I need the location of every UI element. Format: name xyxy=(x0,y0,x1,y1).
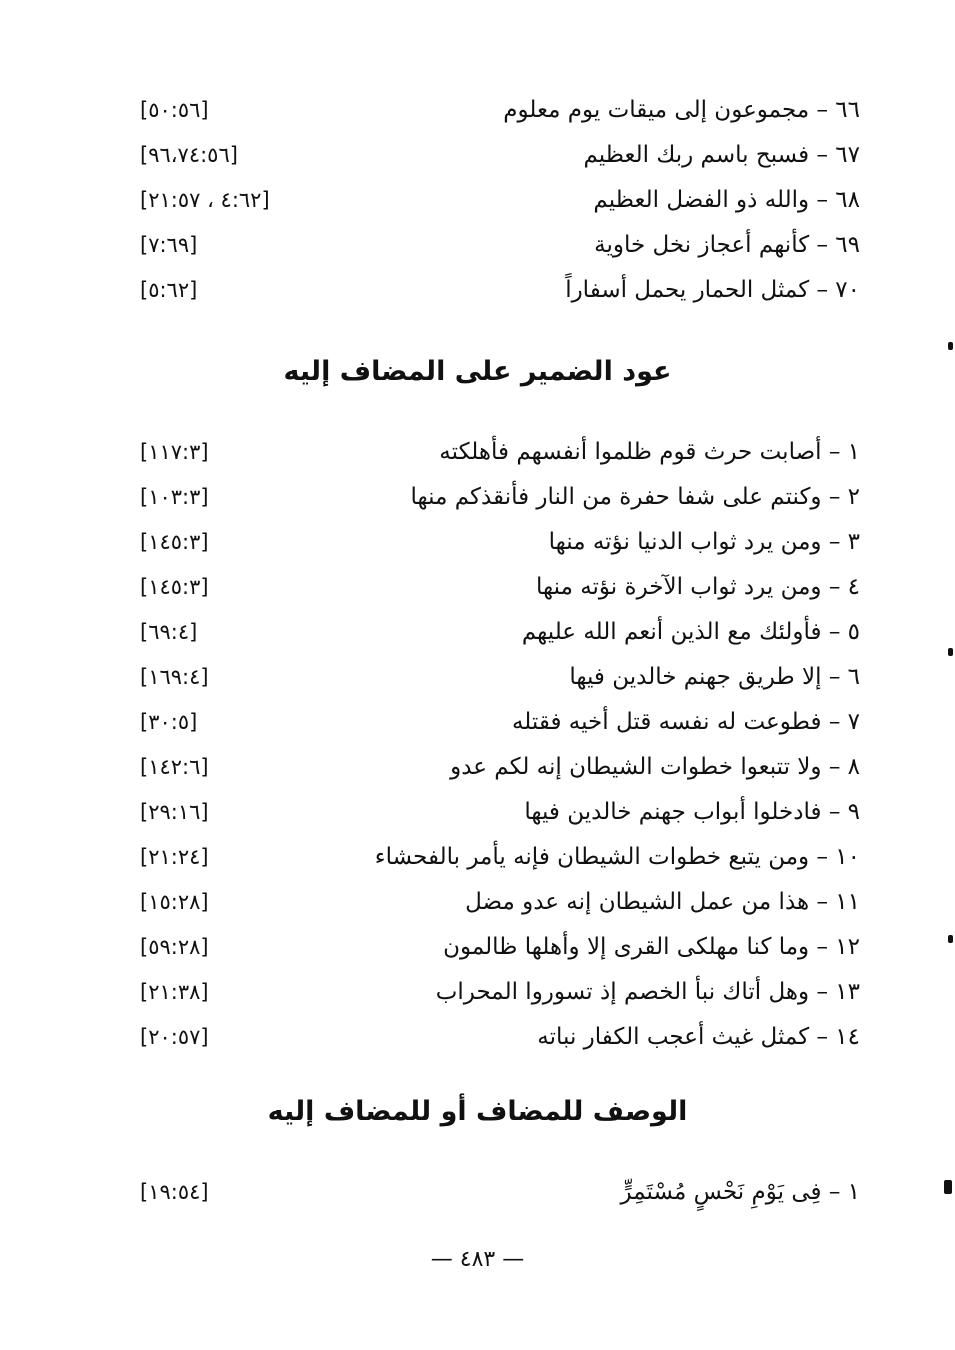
verse-list-pronoun-reference xyxy=(130,430,870,1060)
verse-text: ٦٩ – كأنهم أعجاز نخل خاوية xyxy=(594,232,860,258)
verse-reference: [٥:٦٢] xyxy=(140,278,198,302)
verse-text: ٨ – ولا تتبعوا خطوات الشيطان إنه لكم عدو xyxy=(450,754,860,780)
verse-text: ٧٠ – كمثل الحمار يحمل أسفاراً xyxy=(565,277,860,303)
verse-row xyxy=(130,178,870,223)
verse-row xyxy=(130,610,870,655)
page-number: — ٤٨٣ — xyxy=(430,1247,525,1272)
verse-reference: [٦٩:٤] xyxy=(140,620,198,644)
verse-reference: [٢١:٣٨] xyxy=(140,980,209,1004)
verse-row xyxy=(130,790,870,835)
verse-row xyxy=(130,565,870,610)
verse-text: ٦ – إلا طريق جهنم خالدين فيها xyxy=(569,664,860,690)
verse-reference: [٩٦،٧٤:٥٦] xyxy=(140,143,238,167)
margin-mark xyxy=(948,935,953,943)
verse-reference: [١١٧:٣] xyxy=(140,440,209,464)
verse-reference: [١٥:٢٨] xyxy=(140,890,209,914)
verse-text: ٤ – ومن يرد ثواب الآخرة نؤته منها xyxy=(536,574,860,600)
verse-row xyxy=(130,430,870,475)
verse-row xyxy=(130,268,870,313)
verse-row xyxy=(130,1170,870,1215)
verse-row xyxy=(130,520,870,565)
verse-text: ٦٨ – والله ذو الفضل العظيم xyxy=(593,187,860,213)
verse-reference: [١٤٥:٣] xyxy=(140,530,209,554)
verse-reference: [٢١:٢٤] xyxy=(140,845,209,869)
verse-text: ٧ – فطوعت له نفسه قتل أخيه فقتله xyxy=(511,709,860,735)
verse-text: ٥ – فأولئك مع الذين أنعم الله عليهم xyxy=(521,619,860,645)
section-heading-pronoun-reference: عود الضمير على المضاف إليه xyxy=(283,356,672,387)
verse-reference: [١٩:٥٤] xyxy=(140,1180,209,1204)
verse-row xyxy=(130,475,870,520)
verse-row xyxy=(130,925,870,970)
verse-text: ١ – فِى يَوْمِ نَحْسٍ مُسْتَمِرٍّ xyxy=(620,1179,860,1205)
verse-text: ١٣ – وهل أتاك نبأ الخصم إذ تسوروا المحراب xyxy=(435,979,860,1005)
verse-row xyxy=(130,700,870,745)
verse-text: ١ – أصابت حرث قوم ظلموا أنفسهم فأهلكته xyxy=(439,439,860,465)
verse-row xyxy=(130,1015,870,1060)
verse-text: ٦٧ – فسبح باسم ربك العظيم xyxy=(583,142,860,168)
section-heading-description: الوصف للمضاف أو للمضاف إليه xyxy=(267,1096,688,1127)
verse-reference: [١٤٥:٣] xyxy=(140,575,209,599)
verse-row xyxy=(130,655,870,700)
verse-row xyxy=(130,880,870,925)
verse-row xyxy=(130,133,870,178)
verse-list-continued xyxy=(130,88,870,313)
verse-reference: [١٦٩:٤] xyxy=(140,665,209,689)
verse-reference: [٥٩:٢٨] xyxy=(140,935,209,959)
verse-text: ١٤ – كمثل غيث أعجب الكفار نباته xyxy=(537,1024,860,1050)
verse-row xyxy=(130,835,870,880)
verse-reference: [١٤٢:٦] xyxy=(140,755,209,779)
margin-mark xyxy=(948,342,953,350)
verse-reference: [٢٩:١٦] xyxy=(140,800,209,824)
verse-reference: [١٠٣:٣] xyxy=(140,485,209,509)
verse-text: ٦٦ – مجموعون إلى ميقات يوم معلوم xyxy=(503,97,860,123)
verse-reference: [٧:٦٩] xyxy=(140,233,198,257)
verse-row xyxy=(130,745,870,790)
margin-mark xyxy=(944,1180,952,1194)
verse-reference: [٢٠:٥٧] xyxy=(140,1025,209,1049)
margin-mark xyxy=(948,648,953,656)
verse-list-description xyxy=(130,1170,870,1215)
verse-reference: [٥٠:٥٦] xyxy=(140,98,209,122)
verse-text: ٣ – ومن يرد ثواب الدنيا نؤته منها xyxy=(548,529,860,555)
verse-row xyxy=(130,223,870,268)
verse-reference: [٣٠:٥] xyxy=(140,710,198,734)
verse-text: ١٢ – وما كنا مهلكى القرى إلا وأهلها ظالمون xyxy=(443,934,860,960)
verse-text: ٢ – وكنتم على شفا حفرة من النار فأنقذكم منها xyxy=(410,484,860,510)
verse-text: ١١ – هذا من عمل الشيطان إنه عدو مضل xyxy=(465,889,860,915)
verse-text: ٩ – فادخلوا أبواب جهنم خالدين فيها xyxy=(524,799,860,825)
verse-text: ١٠ – ومن يتبع خطوات الشيطان فإنه يأمر بالفحشاء xyxy=(374,844,860,870)
verse-row xyxy=(130,88,870,133)
verse-reference: [٤:٦٢ ، ٢١:٥٧] xyxy=(140,188,270,212)
verse-row xyxy=(130,970,870,1015)
